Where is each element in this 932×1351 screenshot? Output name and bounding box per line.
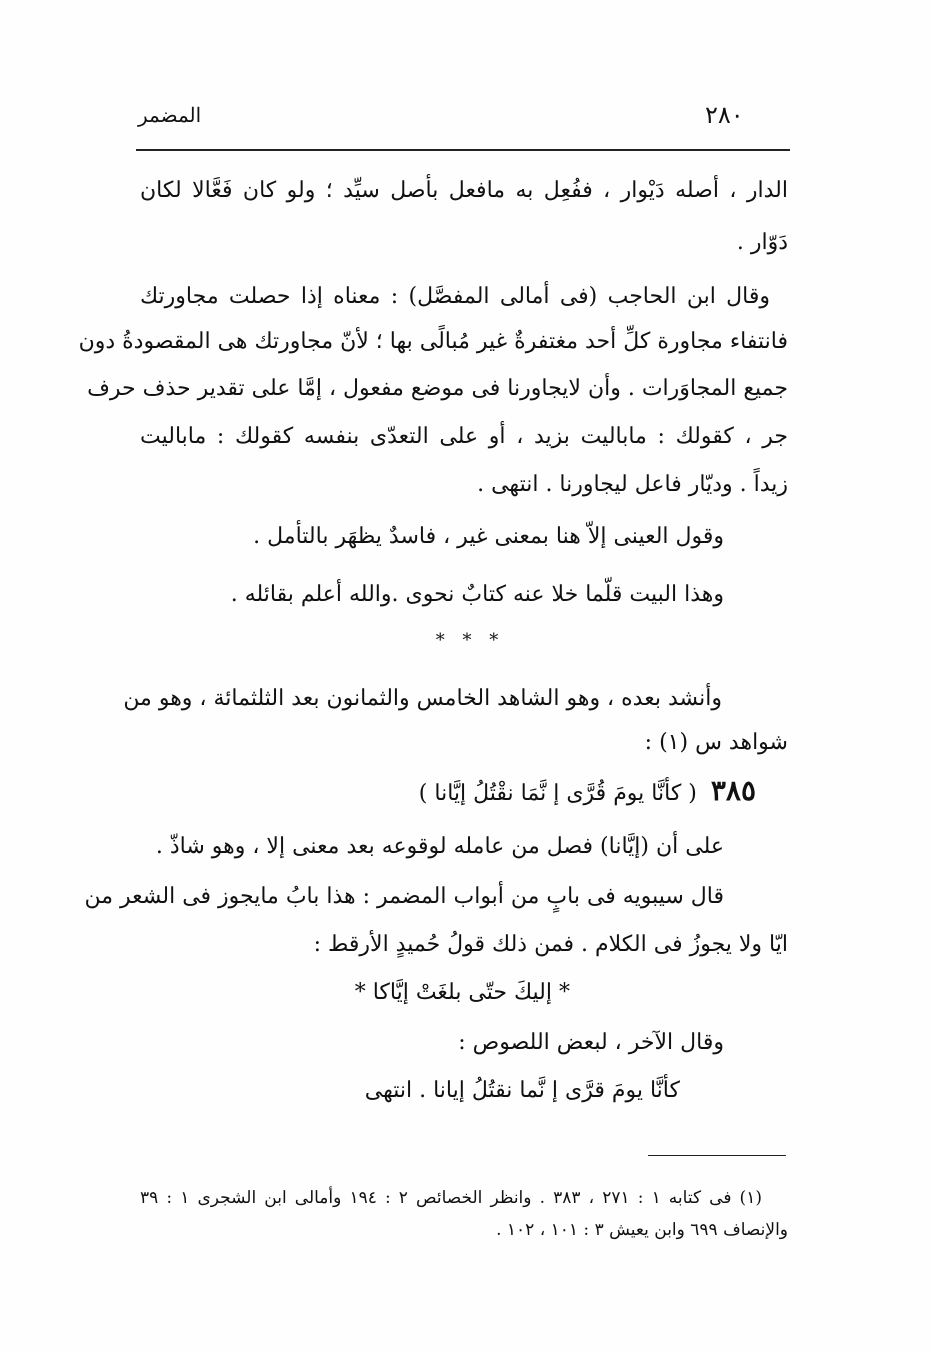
- body-line: وأنشد بعده ، وهو الشاهد الخامس والثمانون بعد الثلثمائة ، وهو من: [123, 686, 722, 711]
- body-line: وهذا البيت قلّما خلا عنه كتابٌ نحوى .والله أعلم بقائله .: [230, 582, 724, 607]
- footnote-line: والإنصاف ٦٩٩ وابن يعيش ٣ : ١٠١ ، ١٠٢ .: [496, 1220, 788, 1240]
- body-line: زيداً . وديّار فاعل ليجاورنا . انتهى .: [477, 472, 788, 497]
- body-line: وقول العينى إلاّ هنا بمعنى غير ، فاسدٌ يظهَر بالتأمل .: [253, 524, 724, 549]
- body-line: الدار ، أصله دَيْوار ، ففُعِل به مافعل بأصل سيِّد ؛ ولو كان فَعَّالا لكان: [140, 178, 788, 203]
- body-line: جميع المجاوَرات . وأن لايجاورنا فى موضع مفعول ، إمَّا على تقدير حذف حرف: [87, 376, 788, 401]
- footnote-line: (١) فى كتابه ١ : ٢٧١ ، ٣٨٣ . وانظر الخصائص ٢ : ١٩٤ وأمالى ابن الشجرى ١ : ٣٩: [140, 1188, 762, 1208]
- verse-line: * إليكَ حتّى بلغَتْ إيَّاكا *: [354, 980, 570, 1005]
- section-separator: * * *: [435, 630, 505, 651]
- running-title: المضمر: [138, 103, 202, 127]
- body-line: جر ، كقولك : مابالیت بزيد ، أو على التعدّى بنفسه كقولك : مابالیت: [140, 424, 788, 449]
- body-line: وقال الآخر ، لبعض اللصوص :: [458, 1030, 724, 1055]
- body-line: على أن (إيَّانا) فصل من عامله لوقوعه بعد معنى إلا ، وهو شاذّ .: [155, 834, 724, 859]
- body-line: وقال ابن الحاجب (فى أمالى المفصَّل) : معناه إذا حصلت مجاورتك: [140, 284, 770, 309]
- body-line: شواهد س (١) :: [644, 730, 788, 755]
- body-line: ايّا ولا يجوزُ فى الكلام . فمن ذلك قولُ حُميدٍ الأرقط :: [313, 932, 788, 957]
- header-rule: [136, 149, 790, 151]
- example-verse: ( كأنَّا يومَ قُرَّى إ نَّمَا نقْتُلُ إيَّانا ): [418, 781, 697, 806]
- verse-line: كأنَّا يومَ قرَّى إ نَّما نقتُلُ إيانا . انتهى: [364, 1078, 680, 1103]
- body-line: فانتفاء مجاورة كلِّ أحد مغتفرةٌ غير مُبالًى بها ؛ لأنّ مجاورتك هى المقصودةُ دون: [78, 329, 788, 354]
- page-number: ٢٨٠: [705, 101, 744, 129]
- example-number: ٣٨٥: [710, 774, 756, 807]
- footnote-rule: [648, 1155, 786, 1156]
- body-line: دَوّار .: [736, 230, 788, 255]
- body-line: قال سيبويه فى بابٍ من أبواب المضمر : هذا بابُ مايجوز فى الشعر من: [84, 884, 724, 909]
- example-verse-line: [419, 774, 756, 808]
